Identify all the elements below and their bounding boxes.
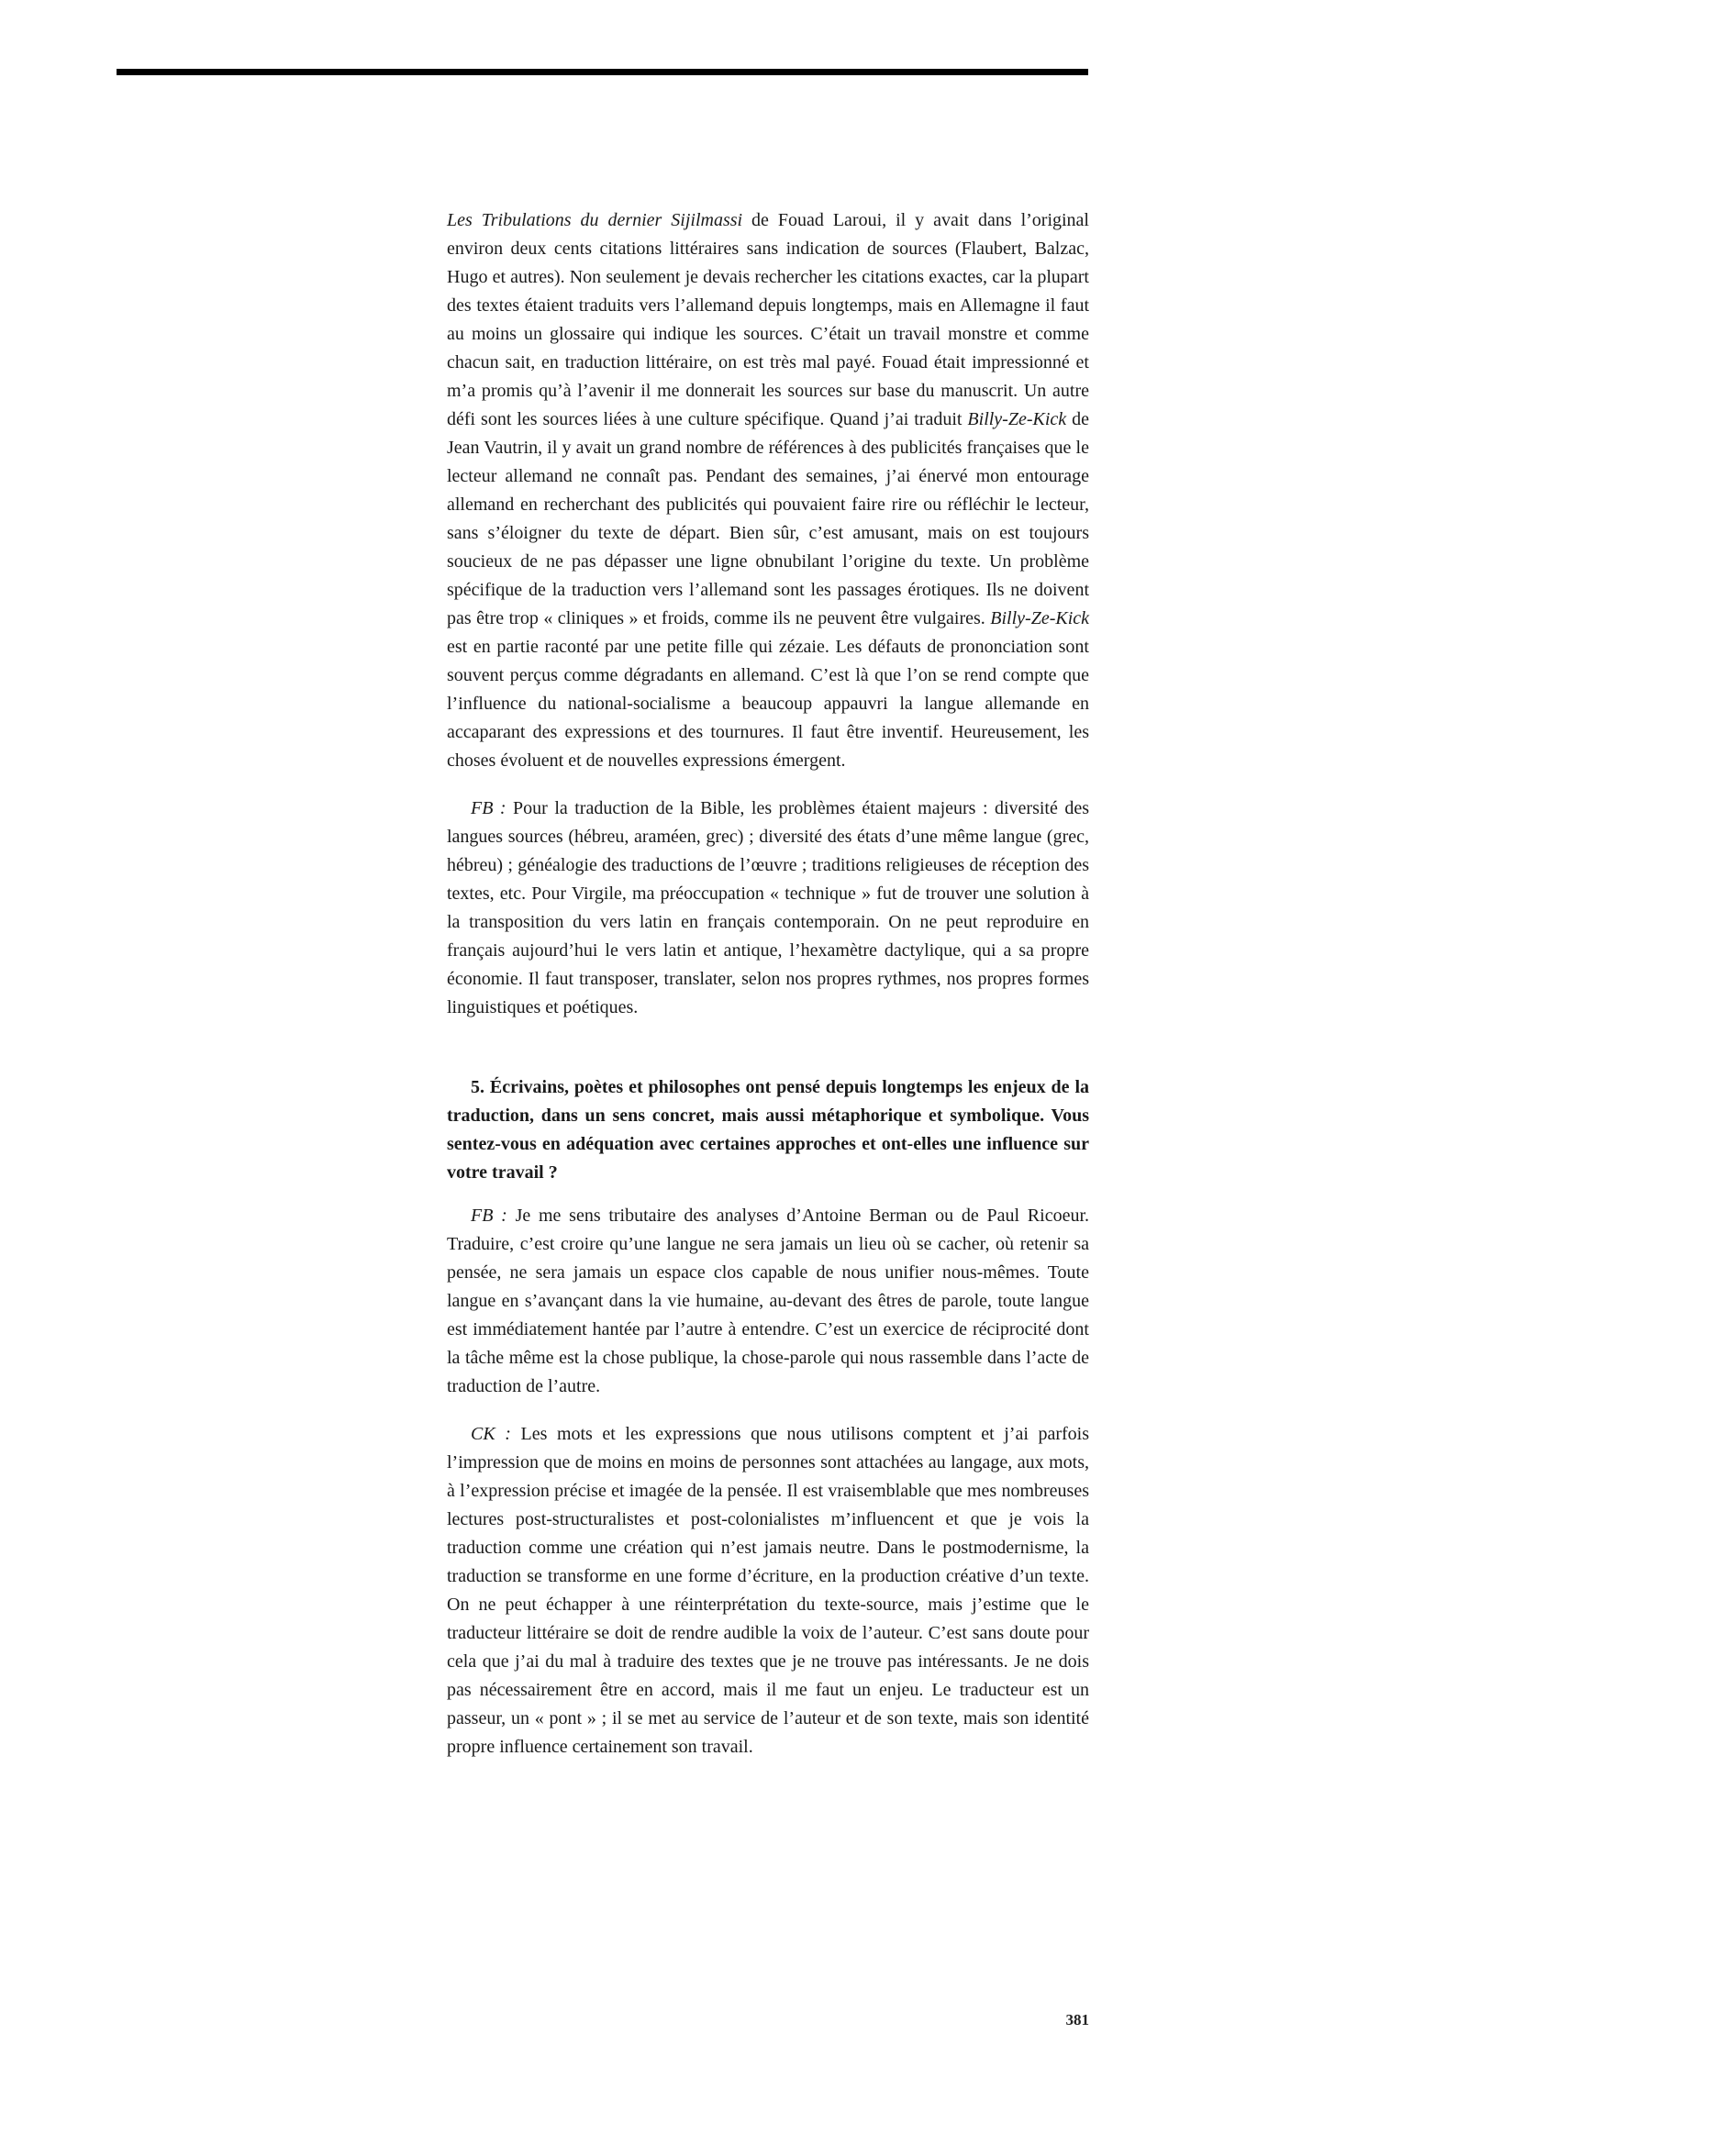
- question-5-heading: [447, 1073, 1089, 1187]
- page-number: 381: [1065, 2011, 1089, 2028]
- fb-bible-paragraph: [447, 795, 1089, 1022]
- text-segment: est en partie raconté par une petite fille qui zézaie. Les défauts de prononciation sont souvent perçus comme dégradants en allemand. C’est là que l’on se rend compte que l’influence du national-socialisme a beaucoup appauvri la langue allemande en accaparant des expressions et des tournures. Il faut être inventif. Heureusement, les choses évoluent et de nouvelles expressions émergent.: [447, 637, 1089, 771]
- page-text: [447, 206, 1089, 1761]
- text-segment: de Jean Vautrin, il y avait un grand nombre de références à des publicités françaises que le lecteur allemand ne connaît pas. Pendant des semaines, j’ai énervé mon entourage allemand en recherchant des publicités qui pouvaient faire rire ou réfléchir le lecteur, sans s’éloigner du texte de départ. Bien sûr, c’est amusant, mais on est toujours soucieux de ne pas dépasser une ligne obnubilant l’origine du texte. Un problème spécifique de la traduction vers l’allemand sont les passages érotiques. Ils ne doivent pas être trop « cliniques » et froids, comme ils ne peuvent être vulgaires.: [447, 409, 1089, 628]
- text-segment: Je me sens tributaire des analyses d’Antoine Berman ou de Paul Ricoeur. Traduire, c’est croire qu’une langue ne sera jamais un lieu où se cacher, où retenir sa pensée, ne sera jamais un espace clos capable de nous unifier nous-mêmes. Toute langue en s’avançant dans la vie humaine, au-devant des êtres de parole, toute langue est immédiatement hantée par l’autre à entendre. C’est un exercice de réciprocité dont la tâche même est la chose publique, la chose-parole qui nous rassemble dans l’acte de traduction de l’autre.: [447, 1206, 1090, 1396]
- fb-berman-paragraph: [447, 1202, 1089, 1401]
- text-segment: 5. Écrivains, poètes et philosophes ont pensé depuis longtemps les enjeux de la traduction, dans un sens concret, mais aussi métaphorique et symbolique. Vous sentez-vous en adéquation avec certaines approches et ont-elles une influence sur votre travail ?: [447, 1077, 1089, 1183]
- top-rule: [117, 69, 1088, 75]
- text-segment: Les mots et les expressions que nous utilisons comptent et j’ai parfois l’impression que de moins en moins de personnes sont attachées au langage, aux mots, à l’expression précise et imagée de la pensée. Il est vraisemblable que mes nombreuses lectures post-structuralistes et post-colonialistes m’influencent et que je vois la traduction comme une création qui n’est jamais neutre. Dans le postmodernisme, la traduction se transforme en une forme d’écriture, en la production créative d’un texte. On ne peut échapper à une réinterprétation du texte-source, mais j’estime que le traducteur littéraire se doit de rendre audible la voix de l’auteur. C’est sans doute pour cela que j’ai du mal à traduire des textes que je ne trouve pas intéressants. Je ne dois pas nécessairement être en accord, mais il me faut un enjeu. Le traducteur est un passeur, un « pont » ; il se met au service de l’auteur et de son texte, mais son identité propre influence certainement son travail.: [447, 1424, 1090, 1757]
- italic-text-segment: CK :: [471, 1424, 511, 1444]
- italic-text-segment: Billy-Ze-Kick: [967, 409, 1067, 429]
- opening-paragraph: [447, 206, 1089, 775]
- ck-paragraph: [447, 1420, 1089, 1761]
- text-segment: Pour la traduction de la Bible, les problèmes étaient majeurs : diversité des langues sources (hébreu, araméen, grec) ; diversité des états d’une même langue (grec, hébreu) ; généalogie des traductions de l’œuvre ; traditions religieuses de réception des textes, etc. Pour Virgile, ma préoccupation « technique » fut de trouver une solution à la transposition du vers latin en français contemporain. On ne peut reproduire en français aujourd’hui le vers latin et antique, l’hexamètre dactylique, qui a sa propre économie. Il faut transposer, translater, selon nos propres rythmes, nos propres formes linguistiques et poétiques.: [447, 798, 1089, 1017]
- italic-text-segment: FB :: [471, 798, 506, 818]
- italic-text-segment: Billy-Ze-Kick: [990, 608, 1089, 628]
- italic-text-segment: FB :: [471, 1206, 507, 1226]
- text-segment: de Fouad Laroui, il y avait dans l’original environ deux cents citations littéraires sans indication de sources (Flaubert, Balzac, Hugo et autres). Non seulement je devais rechercher les citations exactes, car la plupart des textes étaient traduits vers l’allemand depuis longtemps, mais en Allemagne il faut au moins un glossaire qui indique les sources. C’était un travail monstre et comme chacun sait, en traduction littéraire, on est très mal payé. Fouad était impressionné et m’a promis qu’à l’avenir il me donnerait les sources sur base du manuscrit. Un autre défi sont les sources liées à une culture spécifique. Quand j’ai traduit: [447, 210, 1089, 429]
- italic-text-segment: Les Tribulations du dernier Sijilmassi: [447, 210, 743, 230]
